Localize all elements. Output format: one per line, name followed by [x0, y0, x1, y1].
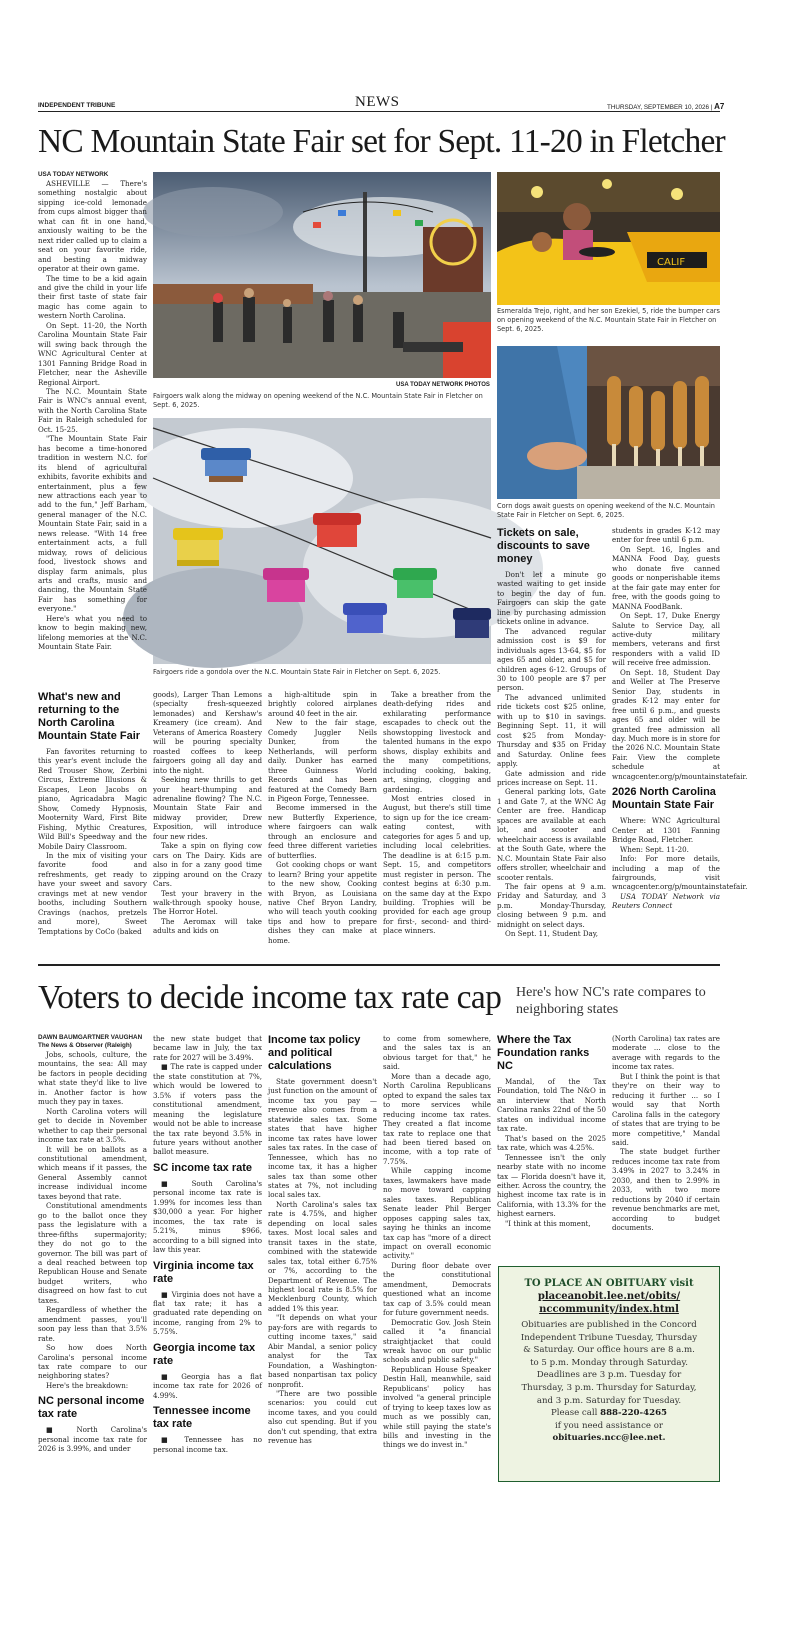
body-paragraph: "It depends on what your pay-fors are with regards to cutting income taxes," said Abir Mandal, a senior policy analyst for the Tax Foundation, a Washington-based nonpartisan tax policy nonprofit.	[268, 1313, 377, 1389]
gondola-caption: Fairgoers ride a gondola over the N.C. Mountain State Fair in Fletcher on Sept. 6, 2025.	[153, 668, 441, 676]
story2-deck: Here's how NC's rate compares to neighboring states	[516, 985, 706, 1017]
story1-tickets-column	[497, 523, 606, 956]
body-paragraph: Tennessee isn't the only nearby state with no income tax — Florida doesn't have it, either. Across the country, the highest income tax rate is in California, with 13.3% for the highest earners.	[497, 1152, 606, 1219]
body-paragraph: Jobs, schools, culture, the mountains, the sea: All may be factors in people deciding what state they'd like to live in. Another factor is how much they pay in taxes.	[38, 1050, 147, 1107]
lead-paragraph: On Sept. 11-20, the North Carolina Mountain State Fair will swing back through the WNC Agricultural Center at 1301 Fanning Bridge Road in Fletcher, near the Asheville Regional Airport.	[38, 320, 147, 387]
story2-col1	[38, 1034, 147, 1484]
body-paragraph: Test your bravery in the walk-through spooky house, The Horror Hotel.	[153, 888, 262, 917]
svg-text:CALIF: CALIF	[657, 257, 686, 268]
body-paragraph: The fair opens at 9 a.m. Friday and Saturday, and 3 p.m. Monday-Thursday, closing between 9 p.m. and midnight on select days.	[497, 881, 606, 929]
obituary-info-line: Thursday, 3 p.m. Thursday for Saturday,	[521, 1382, 697, 1393]
obituary-info-line: to 5 p.m. Monday through Saturday.	[530, 1357, 688, 1368]
story2-headline: Voters to decide income tax rate cap	[38, 979, 502, 1016]
body-paragraph: ■ Virginia does not have a flat tax rate; it has a graduated rate depending on income, ranging from 2% to 5.75%.	[153, 1289, 262, 1337]
subhead-fair-info: 2026 North Carolina Mountain State Fair	[612, 786, 716, 812]
obituary-assist-line: if you need assistance or	[554, 1420, 664, 1431]
body-paragraph: On Sept. 18, Student Day and Weller at The Preserve Senior Day, students in grades K-12 may enter for free until 6 p.m., and guests ages 65 and older will be granted free admission all day. Much more is in store for the 2026 N.C. Mountain State Fair. View the complete schedule at wncagcenter.org/p/mountainstatefair.	[612, 667, 748, 781]
body-paragraph: More than a decade ago, North Carolina Republicans opted to expand the sales tax to more services while reducing income tax rates. They created a flat income tax rate to replace one that had been tiered based on income, with a top rate of 7.75%.	[383, 1071, 491, 1166]
body-paragraph: Fan favorites returning to this year's event include the Red Trouser Show, Zerbini Circus, Extreme Illusions & Escapes, Leon Jacobs on piano, Agricadabra Magic Show, Comedy Hypnosis, Mooternity Ward, First Bite Fishing, Mythic Creatures, Wild Bill's Speedway and the Mobile Dairy Classroom.	[38, 747, 147, 851]
body-paragraph: In the mix of visiting your favorite food and refreshments, get ready to have your sweet and savory cravings met at new vendor booths, including Southern Cravings (nachos, pretzels and more), Sweet Temptations by CoCo (baked	[38, 850, 147, 936]
story2-col4	[383, 1034, 491, 1484]
body-paragraph: North Carolina's sales tax rate is 4.75%, and higher depending on local sales taxes. Most local sales and transit taxes in the state, combined with the statewide sales tax, total either 6.75% or 7%, according to the Department of Revenue. The highest local rate is 8.5% for Mecklenburg County, which added 1% this year.	[268, 1199, 377, 1313]
bumper-car-caption: Esmeralda Trejo, right, and her son Ezekiel, 5, ride the bumper cars on opening weekend of the N.C. Mountain State Fair in Fletcher on Sept. 6, 2025.	[497, 307, 720, 333]
obituary-phone-line	[499, 1407, 719, 1420]
corn-dog-photo	[497, 346, 720, 499]
story1-right-column	[612, 526, 748, 956]
body-paragraph: So how does North Carolina's personal income tax rate compare to our neighboring states?	[38, 1343, 147, 1381]
subhead-sc-rate: SC income tax rate	[153, 1161, 253, 1174]
lead-paragraph: "The Mountain State Fair has become a time-honored tradition in western N.C. for its blend of agricultural exhibits, favorite exhibits and entertainment, plus a few new attractions each year to add to the fun," Jeff Barham, general manager of the N.C. Mountain State Fair, said in a news release. "With 14 free entertainment acts, a full midway, rows of delicious food, livestock shows and display farm animals, plus arts and crafts, music and dancing, the Mountain State Fair has something for everyone."	[38, 434, 147, 614]
story1-headline: NC Mountain State Fair set for Sept. 11-20 in Fletcher	[38, 123, 725, 160]
body-paragraph: State government doesn't just function on the amount of income tax you pay — revenue also comes from a statewide sales tax. Some states that have higher income tax rates have lower sales tax rates. In the case of Tennessee, which has no income tax, it has a higher sales tax than some other states at 7%, not including local sales tax.	[268, 1077, 377, 1200]
story-divider	[38, 964, 720, 966]
body-paragraph: On Sept. 16, Ingles and MANNA Food Day, guests who donate five canned goods or nonperishable items at the fair gate may enter for free, with the goods going to MANNA FoodBank.	[612, 544, 720, 611]
header-rule	[38, 111, 720, 112]
story1-new-col3	[268, 690, 377, 956]
body-paragraph: goods), Larger Than Lemons (specialty fresh-squeezed lemonades) and Kershaw's Kreamery (ice cream). And Veterans of America Roastery will be pouring specialty roasted coffees to keep fairgoers going all day and into the night.	[153, 690, 262, 775]
story2-byline-org: The News & Observer (Raleigh)	[38, 1042, 132, 1049]
page-sep: |	[710, 104, 715, 111]
obituary-link-line2[interactable]: nccommunity/index.html	[539, 1304, 679, 1315]
body-paragraph: Constitutional amendments go to the ballot once they pass the legislature with a three-fifths supermajority; they do not go to the governor. The bill was part of a deal reached between top Republican House and Senate budget writers, who disagreed on how fast to cut taxes.	[38, 1201, 147, 1305]
body-paragraph: While capping income taxes, lawmakers have made no move toward capping sales taxes. Republican Senate leader Phil Berger opposes capping sales tax, saying he thinks an income tax cap has "more of a direct impact on overall economic activity."	[383, 1166, 491, 1261]
obituary-info-line: Deadlines are 3 p.m. Tuesday for	[536, 1370, 682, 1381]
story1-new-col1	[38, 686, 147, 956]
body-paragraph: the new state budget that became law in July, the tax rate for 2027 will be 3.49%.	[153, 1034, 262, 1062]
subhead-tickets: Tickets on sale, discounts to save money	[497, 527, 590, 565]
body-paragraph: ■ North Carolina's personal income tax rate for 2026 is 3.99%, and under	[38, 1425, 147, 1454]
body-paragraph: The advanced regular admission cost is $9 for individuals ages 13-64, $5 for ages 65 and older, and $5 for children ages 6-12. Groups of 30 to 100 people are $7 per person.	[497, 626, 606, 693]
photo-credit: USA TODAY NETWORK PHOTOS	[396, 382, 490, 388]
body-paragraph: ■ Georgia has a flat income tax rate for 2026 of 4.99%.	[153, 1371, 262, 1400]
fair-info-where: Where: WNC Agricultural Center at 1301 Fanning Bridge Road, Fletcher.	[612, 816, 720, 845]
subhead-whats-new: What's new and returning to the North Carolina Mountain State Fair	[38, 691, 141, 742]
body-paragraph: to come from somewhere, and the sales tax is an obvious target for that," he said.	[383, 1034, 491, 1072]
gondola-photo	[153, 418, 491, 664]
body-paragraph: Most entries closed in August, but there's still time to sign up for the ice cream-eating contest, with categories for ages 5 and up, including local celebrities. The deadline is at 6:15 p.m. Sept. 15, and competitors must register in person. The contest begins at 6:30 p.m. on the same day at the Expo building. Trophies will be provided for each age group for first-, second- and third-place winners.	[383, 793, 491, 936]
body-paragraph: Take a spin on flying cow cars on The Dairy. Kids are also in for a zany good time zipping around on the Crazy Cars.	[153, 841, 262, 889]
story2-byline: DAWN BAUMGARTNER VAUGHAN	[38, 1034, 143, 1041]
obituary-info-line: Independent Tribune Tuesday, Thursday	[520, 1332, 698, 1343]
story2-col6	[612, 1034, 720, 1252]
body-paragraph: a high-altitude spin in brightly colored airplanes around 40 feet in the air.	[268, 690, 377, 718]
body-paragraph: ■ The rate is capped under the state constitution at 7%, which would be lowered to 3.5% if voters pass the constitutional amendment, meaning the legislature would not be able to increase the tax rate beyond 3.5% in future years without another ballot measure.	[153, 1062, 262, 1157]
midway-photo	[153, 172, 491, 378]
body-paragraph: But I think the point is that they're on their way to reducing it further ... so I would say that North Carolina falls in the category of states that are trying to be more competitive," Mandal said.	[612, 1071, 720, 1147]
story1-signoff: USA TODAY Network via Reuters Connect	[612, 891, 720, 911]
body-paragraph: Got cooking chops or want to learn? Bring your appetite to the new show, Cooking with Bryon, as Louisiana native Chef Bryon Landry, who will teach youth cooking tips and how to prepare dishes they can make at home.	[268, 860, 377, 945]
body-paragraph: Become immersed in the new Butterfly Experience, where fairgoers can walk through an enclosure and feed three different varieties of butterflies.	[268, 803, 377, 860]
obituary-info-line: Obituaries are published in the Concord	[521, 1320, 697, 1330]
issue-date	[607, 102, 724, 111]
body-paragraph: The advanced unlimited ride tickets cost $25 online, with up to $10 in savings. Beginning Sept. 11, it will cost $25 from Monday-Thursday and $35 on Friday and Saturday. Online fees apply.	[497, 692, 606, 769]
section-name: NEWS	[355, 94, 400, 110]
obituary-email[interactable]: obituaries.ncc@lee.net.	[552, 1433, 666, 1444]
body-paragraph: "I think at this moment,	[505, 1218, 591, 1228]
paper-name: INDEPENDENT TRIBUNE	[38, 102, 116, 109]
body-paragraph: Take a breather from the death-defying rides and exhilarating performance escapades to check out the showstopping livestock and talented humans in the expo shows, display exhibits and the many competitions, including cooking, baking, art, singing, clogging and gardening.	[383, 690, 491, 794]
body-paragraph: Republican House Speaker Destin Hall, meanwhile, said Republicans' policy has involved "a general principle of trying to keep taxes low as much as we possibly can, while still paying the state's bills and investing in the things we do invest in."	[383, 1364, 491, 1450]
midway-caption: Fairgoers walk along the midway on opening weekend of the N.C. Mountain State Fair in Fletcher on Sept. 6, 2025.	[153, 392, 483, 409]
body-paragraph: (North Carolina) tax rates are moderate ... close to the average with regards to the income tax rates.	[612, 1034, 720, 1072]
story2-col5	[497, 1034, 606, 1252]
body-paragraph: "There are two possible scenarios: you could cut income taxes, and you could also cut spending. But if you don't cut spending, that extra revenue has	[268, 1388, 377, 1446]
body-paragraph: That's based on the 2025 tax rate, which was 4.25%.	[497, 1133, 606, 1153]
body-paragraph: Democratic Gov. Josh Stein called it "a financial straightjacket that could wreak havoc on our public schools and public safety."	[383, 1317, 491, 1365]
lead-paragraph: The N.C. Mountain State Fair is WNC's annual event, with the North Carolina State Fair in Raleigh scheduled for Oct. 15-25.	[38, 386, 147, 434]
corn-dog-caption: Corn dogs await guests on opening weekend of the N.C. Mountain State Fair in Fletcher on Sept. 6, 2025.	[497, 502, 715, 519]
obituary-title: TO PLACE AN OBITUARY visit	[524, 1278, 694, 1289]
corn-dog-illustration	[497, 346, 720, 499]
midway-illustration	[153, 172, 491, 378]
body-paragraph: New to the fair stage, Comedy Juggler Neils Dunker, from the Netherlands, will perform daily. Dunker has earned three Guinness World Records and has been featured at the Comedy Barn in Pigeon Forge, Tennessee.	[268, 718, 377, 803]
body-paragraph: Here's the breakdown:	[46, 1380, 129, 1390]
obituary-call-prefix: Please call	[550, 1408, 601, 1419]
story1-byline: USA TODAY NETWORK	[38, 171, 109, 178]
body-paragraph: On Sept. 17, Duke Energy Salute to Service Day, all active-duty military members, veterans and first responders with a valid ID will receive free admission.	[612, 611, 720, 668]
body-paragraph: General parking lots, Gate 1 and Gate 7, at the WNC Ag Center are free. Handicap spaces are available at each lot, and scooter and wheelchair access is available at the South Gate, where the N.C. Mountain State Fair also offers stroller, wheelchair and scooter rentals.	[497, 787, 606, 882]
subhead-nc-rate: NC personal income tax rate	[38, 1395, 145, 1421]
body-paragraph: students in grades K-12 may enter for free until 6 p.m.	[612, 526, 720, 545]
subhead-tn-rate: Tennessee income tax rate	[153, 1405, 251, 1431]
body-paragraph: ■ South Carolina's personal income tax rate is 1.99% for incomes less than $30,000 a year. For higher incomes, the tax rate is 5.21%, minus $966, according to a bill signed into law this year.	[153, 1178, 262, 1255]
body-paragraph: Regardless of whether the amendment passes, you'll soon pay less than that 3.5% rate.	[38, 1305, 147, 1343]
bumper-car-illustration	[497, 172, 720, 305]
obituary-phone[interactable]: 888-220-4265	[600, 1408, 668, 1419]
story2-col2	[153, 1034, 262, 1484]
lead-paragraph: Here's what you need to know to begin making new, lifelong memories at the N.C. Mountain State Fair.	[38, 613, 147, 652]
obituary-info-line: & Saturday. Our office hours are 8 a.m.	[523, 1345, 695, 1356]
fair-info-when: When: Sept. 11-20.	[620, 844, 689, 854]
story2-col3	[268, 1034, 377, 1484]
body-paragraph: Gate admission and ride prices increase on Sept. 11.	[497, 768, 606, 787]
body-paragraph: North Carolina voters will get to decide in November whether to cap their personal income tax rate at 3.5%.	[38, 1106, 147, 1145]
gondola-illustration	[153, 418, 491, 664]
body-paragraph: Seeking new thrills to get your heart-thumping and adrenaline flowing? The N.C. Mountain State Fair and midway provider, Drew Exposition, will introduce four new rides.	[153, 775, 262, 841]
body-paragraph: The Aeromax will take adults and kids on	[153, 916, 262, 936]
story1-lead-column	[38, 171, 147, 681]
fair-info-link: Info: For more details, including a map of the fairgrounds, visit wncagcenter.org/p/mountainstatefair.	[612, 854, 748, 892]
obituary-link-line1[interactable]: placeanobit.lee.net/obits/	[537, 1291, 681, 1302]
bumper-car-photo	[497, 172, 720, 305]
body-paragraph: During floor debate over the constitutional amendment, Democrats questioned what an income tax cap of 3.5% could mean for future government needs.	[383, 1260, 491, 1318]
body-paragraph: On Sept. 11, Student Day,	[505, 929, 599, 939]
story1-new-col2	[153, 690, 262, 956]
body-paragraph: Mandal, of the Tax Foundation, told The N&O in an interview that North Carolina ranks 22nd of the 50 states on individual income tax rate.	[497, 1077, 606, 1134]
story1-new-col4	[383, 690, 491, 956]
lead-paragraph: The time to be a kid again and give the child in your life their first taste of state fair magic has come again to western North Carolina.	[38, 273, 147, 321]
lead-paragraph: ASHEVILLE — There's something nostalgic about sipping ice-cold lemonade from cups almost bigger than what can fit in one hand, anxiously waiting to be the next rider called up to claim a seat on your favorite ride, and besting a midway operator at their own game.	[38, 179, 147, 274]
subhead-ga-rate: Georgia income tax rate	[153, 1341, 256, 1367]
body-paragraph: The state budget further reduces income tax rate from 3.49% in 2027 to 3.24% in 2030, and then to 2.99% in 2033, with two more reductions by 2040 if certain revenue benchmarks are met, according to budget documents.	[612, 1147, 720, 1233]
date-text: THURSDAY, SEPTEMBER 10, 2026	[607, 104, 709, 111]
body-paragraph: ■ Tennessee has no personal income tax.	[153, 1435, 262, 1454]
body-paragraph: It will be on ballots as a constitutional amendment, which means if it passes, the General Assembly cannot increase individual income taxes beyond that rate.	[38, 1144, 147, 1201]
page-number: A7	[714, 102, 725, 111]
subhead-va-rate: Virginia income tax rate	[153, 1259, 254, 1285]
obituary-info-line: and 3 p.m. Saturday for Tuesday.	[536, 1395, 682, 1406]
body-paragraph: Don't let a minute go wasted waiting to get inside to begin the day of fun. Fairgoers can skip the gate line by purchasing admission tickets online in advance.	[497, 570, 606, 627]
subhead-rankings: Where the Tax Foundation ranks NC	[497, 1034, 590, 1072]
obituary-box	[498, 1266, 720, 1482]
subhead-policy: Income tax policy and political calculations	[268, 1034, 361, 1072]
